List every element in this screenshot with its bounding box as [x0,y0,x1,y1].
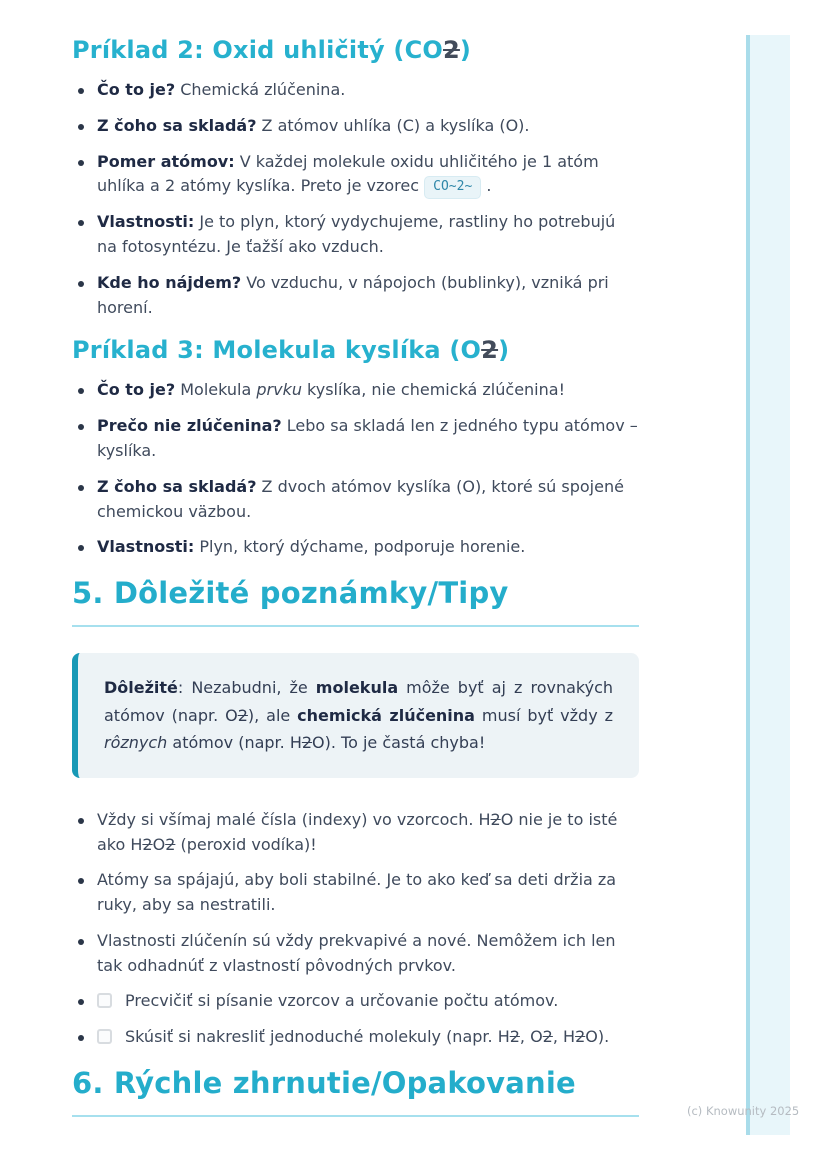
heading-priklad-2: Príklad 2: Oxid uhličitý (CO2) [72,36,472,64]
list-item: Vlastnosti: Plyn, ktorý dýchame, podporuje horenie. [72,535,639,560]
list-item: Kde ho nájdem? Vo vzduchu, v nápojoch (bublinky), vzniká pri horení. [72,271,639,321]
list-item: Atómy sa spájajú, aby boli stabilné. Je to ako keď sa deti držia za ruky, aby sa nestratili. [72,868,639,918]
task-checkbox[interactable] [97,1029,112,1044]
list-item: Z čoho sa skladá? Z atómov uhlíka (C) a kyslíka (O). [72,114,639,139]
list-item: Z čoho sa skladá? Z dvoch atómov kyslíka (O), ktoré sú spojené chemickou väzbou. [72,475,639,525]
bullet-list-priklad-3 [72,378,639,560]
list-item: Prečo nie zlúčenina? Lebo sa skladá len z jedného typu atómov – kyslíka. [72,414,639,464]
bullet-list-priklad-2 [72,78,639,320]
heading-priklad-3: Príklad 3: Molekula kyslíka (O2) [72,336,510,365]
list-item: Čo to je? Molekula prvku kyslíka, nie chemická zlúčenina! [72,378,639,403]
task-list-item [72,1025,639,1050]
heading-section-6: 6. Rýchle zhrnutie/Opakovanie [72,1066,639,1117]
heading-section-5: 5. Dôležité poznámky/Tipy [72,576,639,627]
list-item: Vlastnosti zlúčenín sú vždy prekvapivé a nové. Nemôžem ich len tak odhadnúť z vlastností pôvodných prvkov. [72,929,639,979]
bullet-list-tips [72,808,639,1050]
task-list-item [72,989,639,1014]
list-item: Vlastnosti: Je to plyn, ktorý vydychujeme, rastliny ho potrebujú na fotosyntézu. Je ťažší ako vzduch. [72,210,639,260]
callout-box: Dôležité: Nezabudni, že molekula môže byť aj z rovnakých atómov (napr. O2), ale chemická zlúčenina musí byť vždy z rôznych atómov (napr. H2O). To je častá chyba! [72,653,639,778]
list-item: Pomer atómov: V každej molekule oxidu uhličitého je 1 atóm uhlíka a 2 atómy kyslíka. Preto je vzorec CO~2~ . [72,150,639,200]
task-label: Precvičiť si písanie vzorcov a určovanie počtu atómov. [125,991,559,1011]
page-edge-band [746,35,790,1135]
list-item: Vždy si všímaj malé čísla (indexy) vo vzorcoch. H2O nie je to isté ako H2O2 (peroxid vodíka)! [72,808,639,858]
list-item: Čo to je? Chemická zlúčenina. [72,78,639,103]
document-content [72,36,639,1143]
task-checkbox[interactable] [97,993,112,1008]
footer-watermark: (c) Knowunity 2025 [687,1104,800,1118]
task-label: Skúsiť si nakresliť jednoduché molekuly (napr. H2, O2, H2O). [125,1027,610,1047]
